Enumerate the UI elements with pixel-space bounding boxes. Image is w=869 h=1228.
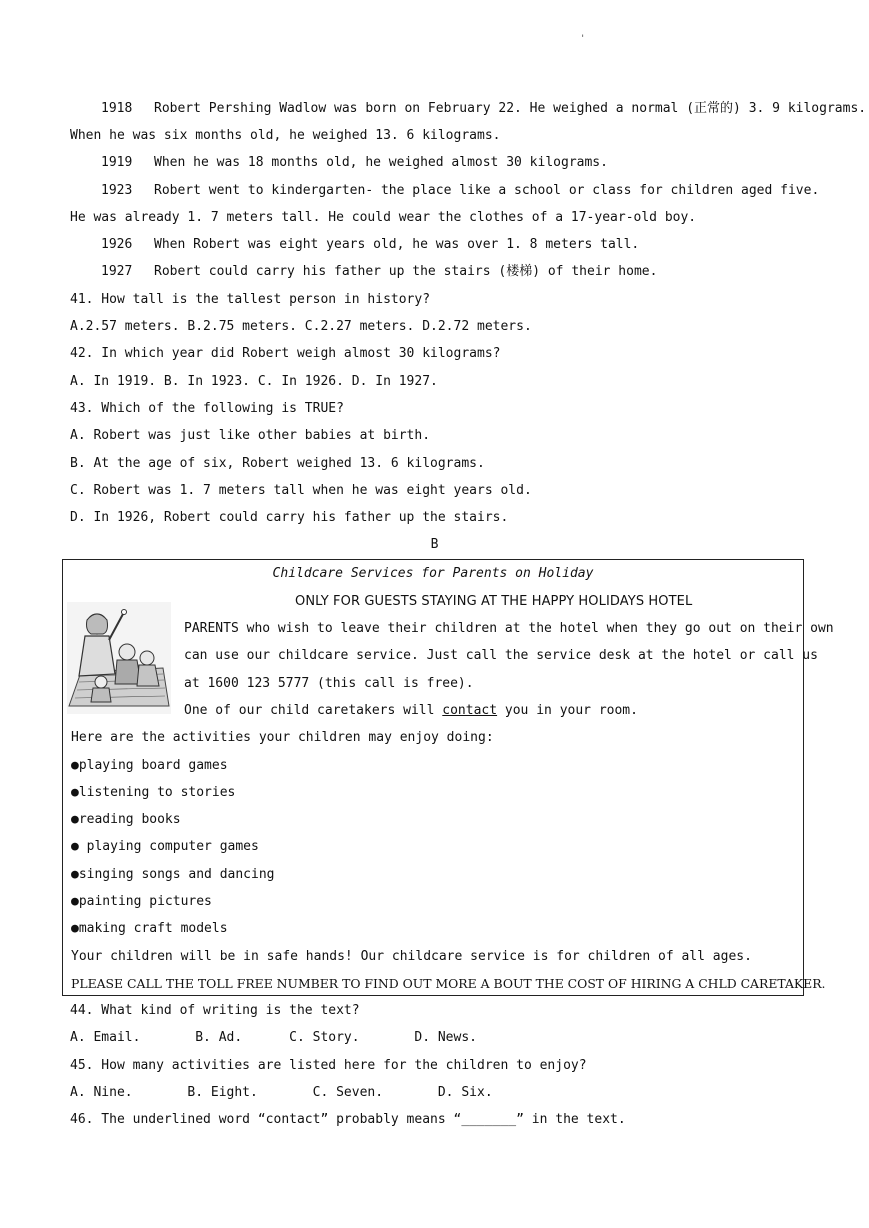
ad-para1-line3: at 1600 123 5777 (this call is free).: [184, 676, 474, 691]
activities-intro: Here are the activities your children may enjoy doing:: [71, 730, 494, 745]
ad-para2: One of our child caretakers will contact you in your room.: [184, 703, 638, 718]
question-44: 44. What kind of writing is the text?: [70, 1003, 360, 1018]
corner-mark: ': [580, 34, 586, 44]
question-46: 46. The underlined word “contact” probably means “_______” in the text.: [70, 1112, 626, 1127]
timeline-1923-cont: He was already 1. 7 meters tall. He could wear the clothes of a 17-year-old boy.: [70, 210, 697, 225]
question-42-options: A. In 1919. B. In 1923. C. In 1926. D. In 1927.: [70, 374, 438, 389]
timeline-1918-cont: When he was six months old, he weighed 13. 6 kilograms.: [70, 128, 501, 143]
activity-item: ●painting pictures: [71, 894, 212, 909]
ad-para1-line1: PARENTS who wish to leave their children at the hotel when they go out on their own: [184, 621, 834, 636]
timeline-1919: 1919 When he was 18 months old, he weighed almost 30 kilograms.: [101, 155, 608, 170]
activity-item: ● playing computer games: [71, 839, 259, 854]
timeline-1927: 1927 Robert could carry his father up the stairs (楼梯) of their home.: [101, 264, 658, 279]
caretaker-children-illustration: [67, 602, 171, 714]
question-41: 41. How tall is the tallest person in history?: [70, 292, 431, 307]
underlined-word-contact: contact: [442, 703, 498, 718]
ad-call-line: PLEASE CALL THE TOLL FREE NUMBER TO FIND OUT MORE A BOUT THE COST OF HIRING A CHLD CARETAKER.: [71, 976, 826, 991]
question-43-option-b: B. At the age of six, Robert weighed 13. 6 kilograms.: [70, 456, 485, 471]
question-43-option-c: C. Robert was 1. 7 meters tall when he was eight years old.: [70, 483, 532, 498]
question-42: 42. In which year did Robert weigh almost 30 kilograms?: [70, 346, 501, 361]
question-45: 45. How many activities are listed here for the children to enjoy?: [70, 1058, 587, 1073]
activity-item: ●reading books: [71, 812, 181, 827]
activity-item: ●playing board games: [71, 758, 228, 773]
ad-para1-line2: can use our childcare service. Just call the service desk at the hotel or call us: [184, 648, 818, 663]
ad-title: Childcare Services for Parents on Holiday: [272, 566, 594, 581]
ad-subtitle: ONLY FOR GUESTS STAYING AT THE HAPPY HOLIDAYS HOTEL: [295, 594, 693, 609]
question-41-options: A.2.57 meters. B.2.75 meters. C.2.27 meters. D.2.72 meters.: [70, 319, 532, 334]
activity-item: ●listening to stories: [71, 785, 236, 800]
section-b-heading: B: [430, 537, 439, 552]
question-43-option-d: D. In 1926, Robert could carry his father up the stairs.: [70, 510, 509, 525]
activity-item: ●singing songs and dancing: [71, 867, 275, 882]
timeline-1923: 1923 Robert went to kindergarten- the place like a school or class for children aged five.: [101, 183, 820, 198]
question-44-options: A. Email. B. Ad. C. Story. D. News.: [70, 1030, 477, 1045]
question-43-option-a: A. Robert was just like other babies at birth.: [70, 428, 431, 443]
question-45-options: A. Nine. B. Eight. C. Seven. D. Six.: [70, 1085, 493, 1100]
ad-safe-line: Your children will be in safe hands! Our childcare service is for children of all ages.: [71, 949, 752, 964]
timeline-1926: 1926 When Robert was eight years old, he was over 1. 8 meters tall.: [101, 237, 640, 252]
childcare-ad-box: [62, 559, 834, 996]
activity-item: ●making craft models: [71, 921, 228, 936]
question-43: 43. Which of the following is TRUE?: [70, 401, 344, 416]
timeline-1918: 1918 Robert Pershing Wadlow was born on February 22. He weighed a normal (正常的) 3. 9 kilograms.: [101, 101, 867, 116]
